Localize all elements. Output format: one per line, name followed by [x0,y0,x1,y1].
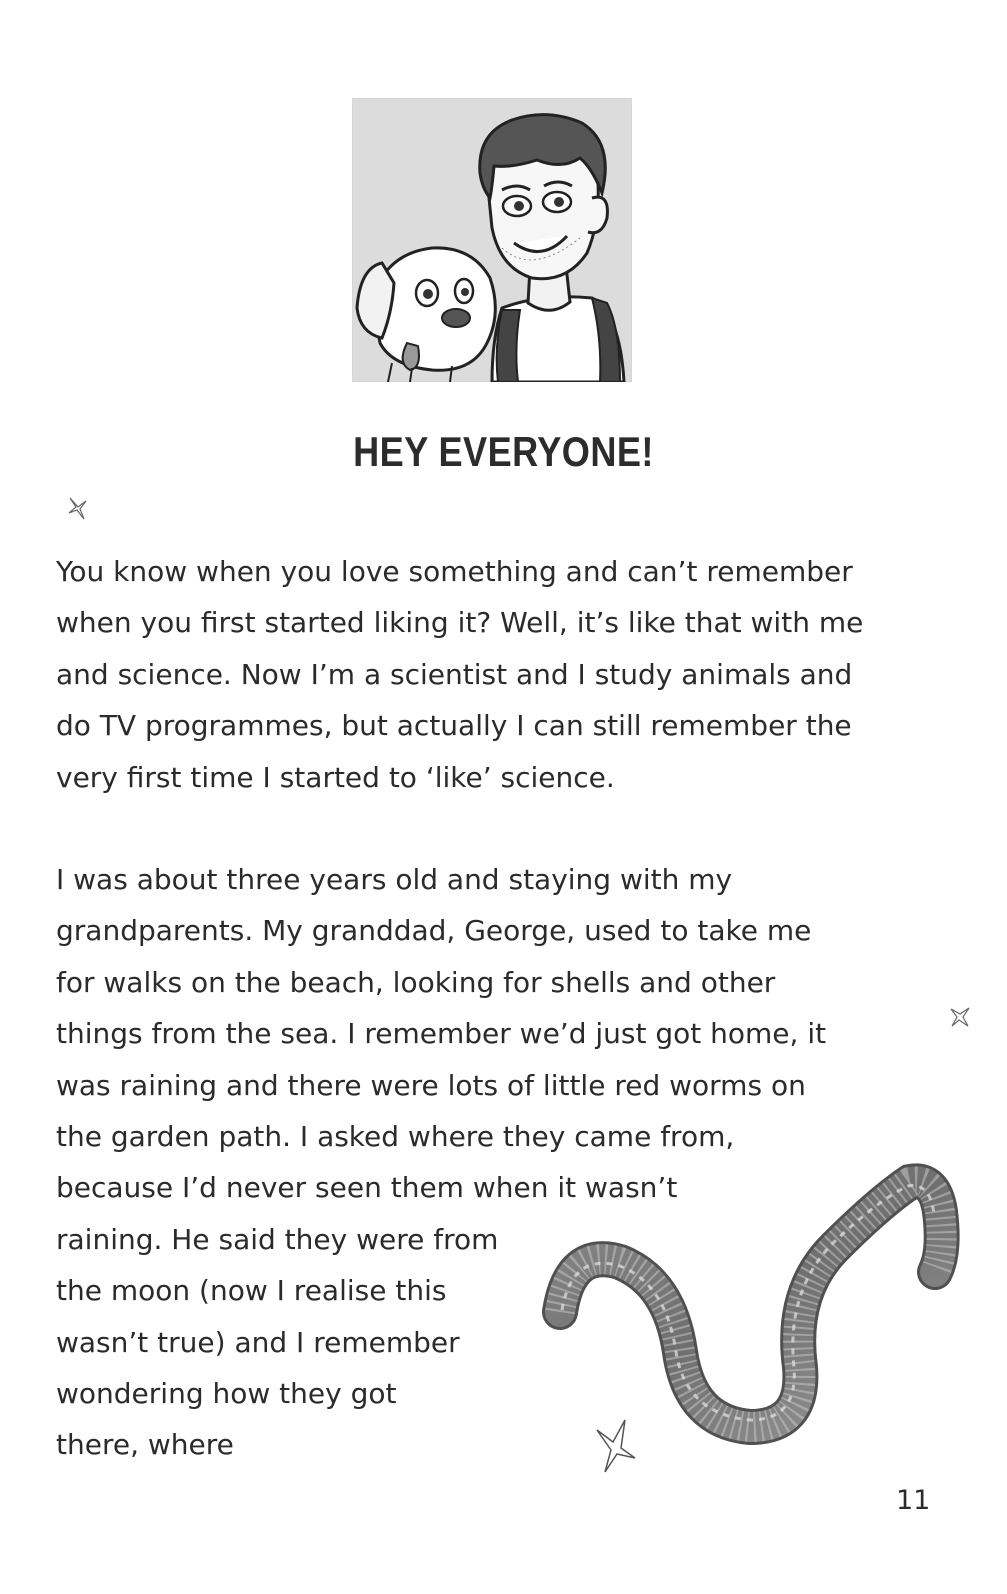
text-line: wasn’t true) and I remember [56,1325,460,1359]
text-line: wondering how they got [56,1377,397,1411]
text-line: because I’d never seen them when it wasn’t [56,1171,678,1205]
text-line: You know when you love something and can’t remember [56,555,853,588]
text-line: I was about three years old and staying with my [56,863,733,896]
page-number: 11 [896,1485,931,1516]
earthworm-image [540,1152,970,1462]
sparkle-icon [66,495,90,521]
text-line: raining. He said they were from [56,1222,499,1256]
text-line: grandparents. My granddad, George, used to take me [56,914,812,948]
text-line: the garden path. I asked where they came from, [56,1120,735,1154]
sparkle-icon [595,1418,637,1474]
text-line: and science. Now I’m a scientist and I study animals and [56,657,853,691]
text-line: for walks on the beach, looking for shells and other [56,965,776,999]
text-line: very first time I started to ‘like’ science. [56,760,615,794]
sparkle-icon [948,1004,972,1030]
text-line: things from the sea. I remember we’d just got home, it [56,1017,827,1051]
paragraph-intro [56,546,863,803]
text-line: when you first started liking it? Well, it’s like that with me [56,606,864,640]
text-line: there, where [56,1428,234,1462]
text-line: do TV programmes, but actually I can still remember the [56,709,852,743]
author-with-dog-illustration [352,98,632,382]
page-heading: HEY EVERYONE! [353,428,654,475]
text-line: the moon (now I realise this [56,1274,447,1308]
text-line: was raining and there were lots of little red worms on [56,1068,806,1102]
